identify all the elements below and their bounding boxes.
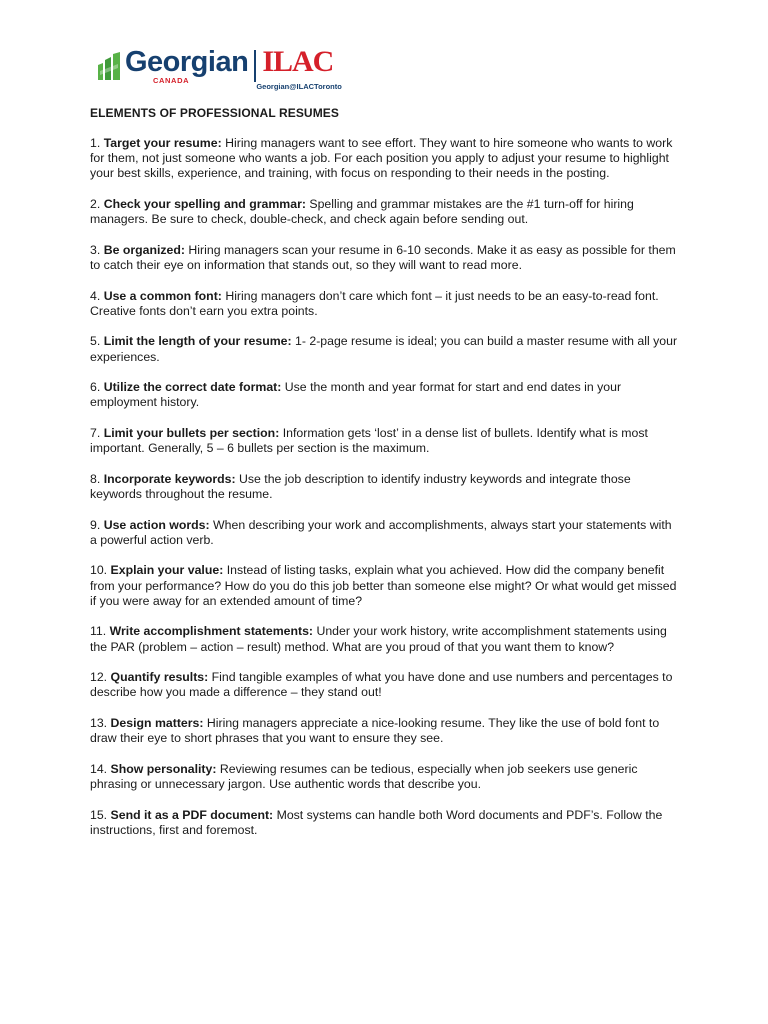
tip-heading: Limit the length of your resume: — [103, 334, 292, 349]
tip-number: 7. — [90, 425, 101, 440]
tip-text: Use the month and year format for start and end dates in your employment history. — [90, 380, 622, 410]
tip-number: 8. — [90, 471, 101, 486]
tip-item — [90, 334, 680, 364]
tip-number: 6. — [90, 380, 101, 395]
tip-text: Reviewing resumes can be tedious, especially when job seekers use generic phrasing or unnecessary jargon. Use authentic words that describe you. — [90, 761, 638, 791]
tip-text: Find tangible examples of what you have done and use numbers and percentages to describe how you made a difference – they stand out! — [90, 670, 673, 700]
tip-item — [90, 380, 680, 410]
georgian-wordmark-group — [125, 46, 248, 85]
tip-number: 10. — [90, 563, 108, 578]
tip-heading: Target your resume: — [103, 136, 222, 150]
document-title: ELEMENTS OF PROFESSIONAL RESUMES — [90, 106, 340, 120]
tip-number: 13. — [90, 715, 108, 730]
tip-heading: Send it as a PDF document: — [110, 807, 274, 822]
tip-item — [90, 624, 680, 654]
tip-heading: Explain your value: — [110, 563, 224, 578]
tip-item — [90, 762, 680, 792]
tip-item — [90, 518, 680, 548]
tip-item — [90, 808, 680, 838]
ilac-logo-group — [256, 45, 342, 91]
tip-heading: Utilize the correct date format: — [103, 380, 282, 395]
tip-number: 1. — [90, 136, 101, 150]
tip-heading: Show personality: — [110, 761, 217, 776]
tip-number: 2. — [90, 197, 101, 211]
tip-number: 15. — [90, 807, 108, 822]
tip-item — [90, 716, 680, 746]
tip-heading: Write accomplishment statements: — [109, 624, 314, 639]
tip-text: Hiring managers scan your resume in 6-10 seconds. Make it as easy as possible for them to catch their eye on information that stands out, so they will want to read more. — [90, 242, 676, 272]
tip-text: Instead of listing tasks, explain what you achieved. How did the company benefit from your performance? How do you do this job better than someone else might? Or what would get missed if you were away for an extended amount of time? — [90, 563, 677, 608]
tip-number: 9. — [90, 517, 101, 532]
logo-divider — [254, 50, 256, 82]
tip-text: Hiring managers appreciate a nice-looking resume. They like the use of bold font to draw their eye to short phrases that you want to ensure they see. — [90, 715, 660, 746]
tip-heading: Use a common font: — [103, 288, 222, 303]
tip-text: Most systems can handle both Word documents and PDF’s. Follow the instructions, first and foremost. — [90, 807, 663, 837]
georgian-wordmark: Georgian — [125, 46, 249, 78]
tip-heading: Limit your bullets per section: — [103, 425, 280, 440]
resume-tips-list — [90, 136, 680, 853]
tip-number: 11. — [90, 624, 107, 639]
tip-text: Use the job description to identify industry keywords and integrate those keywords throughout the resume. — [90, 471, 631, 501]
tip-text: When describing your work and accomplishments, always start your statements with a powerful action verb. — [90, 517, 672, 547]
ilac-wordmark: ILAC — [262, 45, 334, 78]
tip-number: 5. — [90, 334, 101, 349]
tip-text: Hiring managers don’t care which font – it just needs to be an easy-to-read font. Creative fonts don’t earn you extra points. — [90, 288, 659, 318]
tip-item — [90, 197, 680, 227]
tip-item — [90, 136, 680, 182]
tip-number: 12. — [90, 670, 108, 685]
tip-text: Information gets ‘lost’ in a dense list of bullets. Identify what is most important. Generally, 5 – 6 bullets per section is the maximum. — [90, 425, 648, 456]
georgian-leaf-icon — [96, 52, 122, 82]
ilac-subtitle: Georgian@ILACToronto — [256, 82, 342, 91]
tip-text: Hiring managers want to see effort. They want to hire someone who wants to work for them, not just someone who wants a job. For each position you apply to adjust your resume to highlight your best skills, experience, and training, with focus on responding to their needs in the posting. — [90, 136, 673, 181]
tip-item — [90, 289, 680, 319]
tip-item — [90, 426, 680, 456]
tip-text: Under your work history, write accomplishment statements using the PAR (problem – action – result) method. What are you proud of that you want them to know? — [90, 624, 667, 654]
tip-heading: Quantify results: — [110, 670, 209, 685]
tip-heading: Incorporate keywords: — [103, 471, 236, 486]
tip-number: 3. — [90, 242, 101, 257]
tip-item — [90, 563, 680, 609]
tip-text: Spelling and grammar mistakes are the #1 turn-off for hiring managers. Be sure to check, double-check, and check again before sending out. — [90, 197, 634, 227]
tip-number: 14. — [90, 761, 108, 776]
tip-text: 1- 2-page resume is ideal; you can build a master resume with all your experiences. — [90, 334, 678, 364]
tip-number: 4. — [90, 288, 101, 303]
tip-heading: Use action words: — [103, 517, 210, 532]
canada-label: CANADA — [153, 76, 190, 85]
tip-heading: Check your spelling and grammar: — [103, 197, 306, 211]
tip-item — [90, 472, 680, 502]
georgian-ilac-logo — [96, 46, 342, 100]
tip-heading: Be organized: — [103, 242, 185, 257]
tip-item — [90, 243, 680, 273]
tip-heading: Design matters: — [110, 715, 204, 730]
tip-item — [90, 670, 680, 700]
